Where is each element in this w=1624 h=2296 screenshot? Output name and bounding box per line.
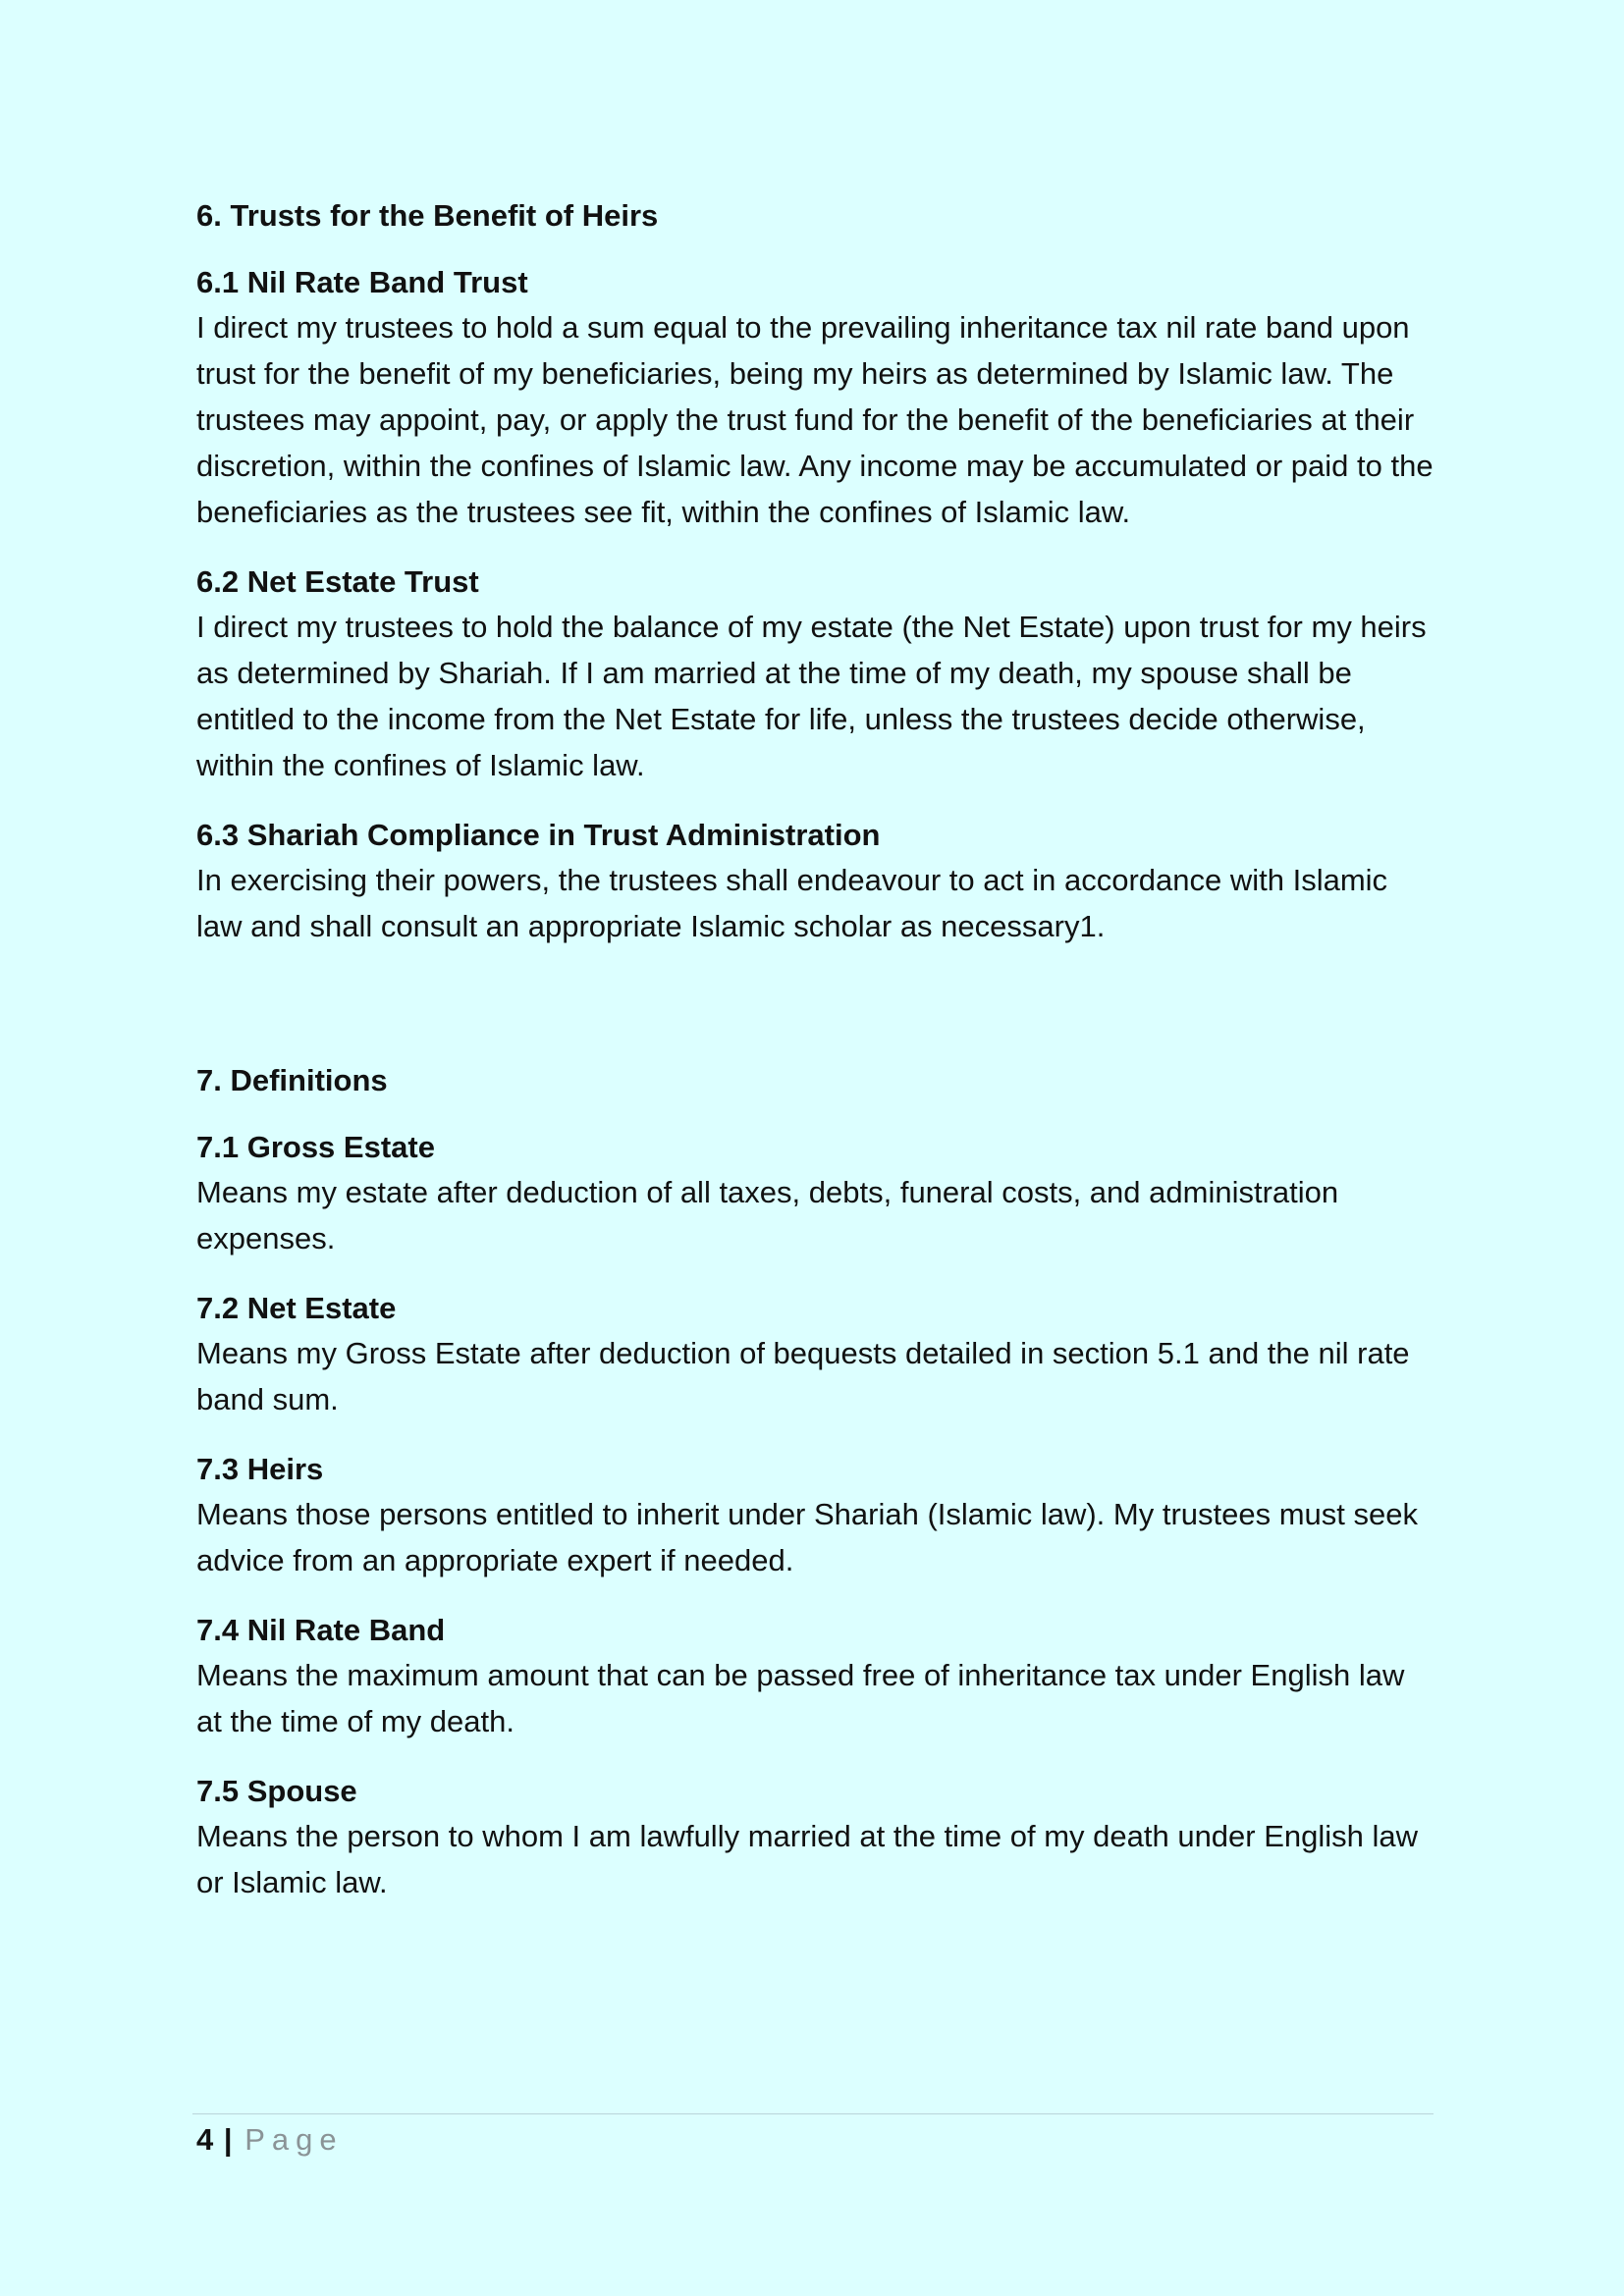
clause-heading: 6.3 Shariah Compliance in Trust Administration [196,818,881,852]
clause-text: Means the person to whom I am lawfully married at the time of my death under English law or Islamic law. [196,1819,1419,1899]
clause-net-estate [196,1287,1434,1422]
clause-text: Means my Gross Estate after deduction of bequests detailed in section 5.1 and the nil rate band sum. [196,1336,1410,1416]
clause-text: I direct my trustees to hold the balance of my estate (the Net Estate) upon trust for my heirs as determined by Shariah. If I am married at the time of my death, my spouse shall be entitled to the income from the Net Estate for life, unless the trustees decide otherwise, within the confines of Islamic law. [196,610,1427,782]
clause-heading: 7.5 Spouse [196,1774,357,1808]
section-trusts [196,196,1434,949]
section-title: 6. Trusts for the Benefit of Heirs [196,198,659,233]
footer-divider [192,2113,1434,2114]
section-title: 7. Definitions [196,1063,388,1097]
clause-text: I direct my trustees to hold a sum equal to the prevailing inheritance tax nil rate band upon trust for the benefit of my beneficiaries, being my heirs as determined by Islamic law. The trustees may appoint, pay, or apply the trust fund for the benefit of the beneficiaries at their discretion, within the confines of Islamic law. Any income may be accumulated or paid to the beneficiaries as the trustees see fit, within the confines of Islamic law. [196,310,1434,529]
page-number: 4 [196,2122,214,2157]
section-spacer [196,975,1434,1061]
page-footer [196,2120,344,2160]
clause-heading: 6.2 Net Estate Trust [196,564,479,599]
clause-heading: 6.1 Nil Rate Band Trust [196,265,528,299]
clause-nil-rate-band-trust [196,261,1434,535]
page-label: Page [244,2122,344,2157]
clause-spouse [196,1770,1434,1905]
clause-heading: 7.2 Net Estate [196,1291,397,1325]
clause-heirs [196,1448,1434,1583]
clause-heading: 7.1 Gross Estate [196,1130,435,1164]
clause-shariah-compliance [196,814,1434,949]
section-definitions [196,1061,1434,1905]
clause-nil-rate-band [196,1609,1434,1744]
clause-gross-estate [196,1126,1434,1261]
clause-text: Means my estate after deduction of all taxes, debts, funeral costs, and administration expenses. [196,1175,1339,1255]
document-page [196,196,1434,1931]
clause-text: In exercising their powers, the trustees shall endeavour to act in accordance with Islamic law and shall consult an appropriate Islamic scholar as necessary1. [196,863,1388,943]
clause-net-estate-trust [196,561,1434,788]
clause-heading: 7.3 Heirs [196,1452,324,1486]
clause-heading: 7.4 Nil Rate Band [196,1613,446,1647]
clause-text: Means the maximum amount that can be passed free of inheritance tax under English law at the time of my death. [196,1658,1405,1738]
clause-text: Means those persons entitled to inherit under Shariah (Islamic law). My trustees must seek advice from an appropriate expert if needed. [196,1497,1418,1577]
footer-separator: | [223,2122,233,2157]
